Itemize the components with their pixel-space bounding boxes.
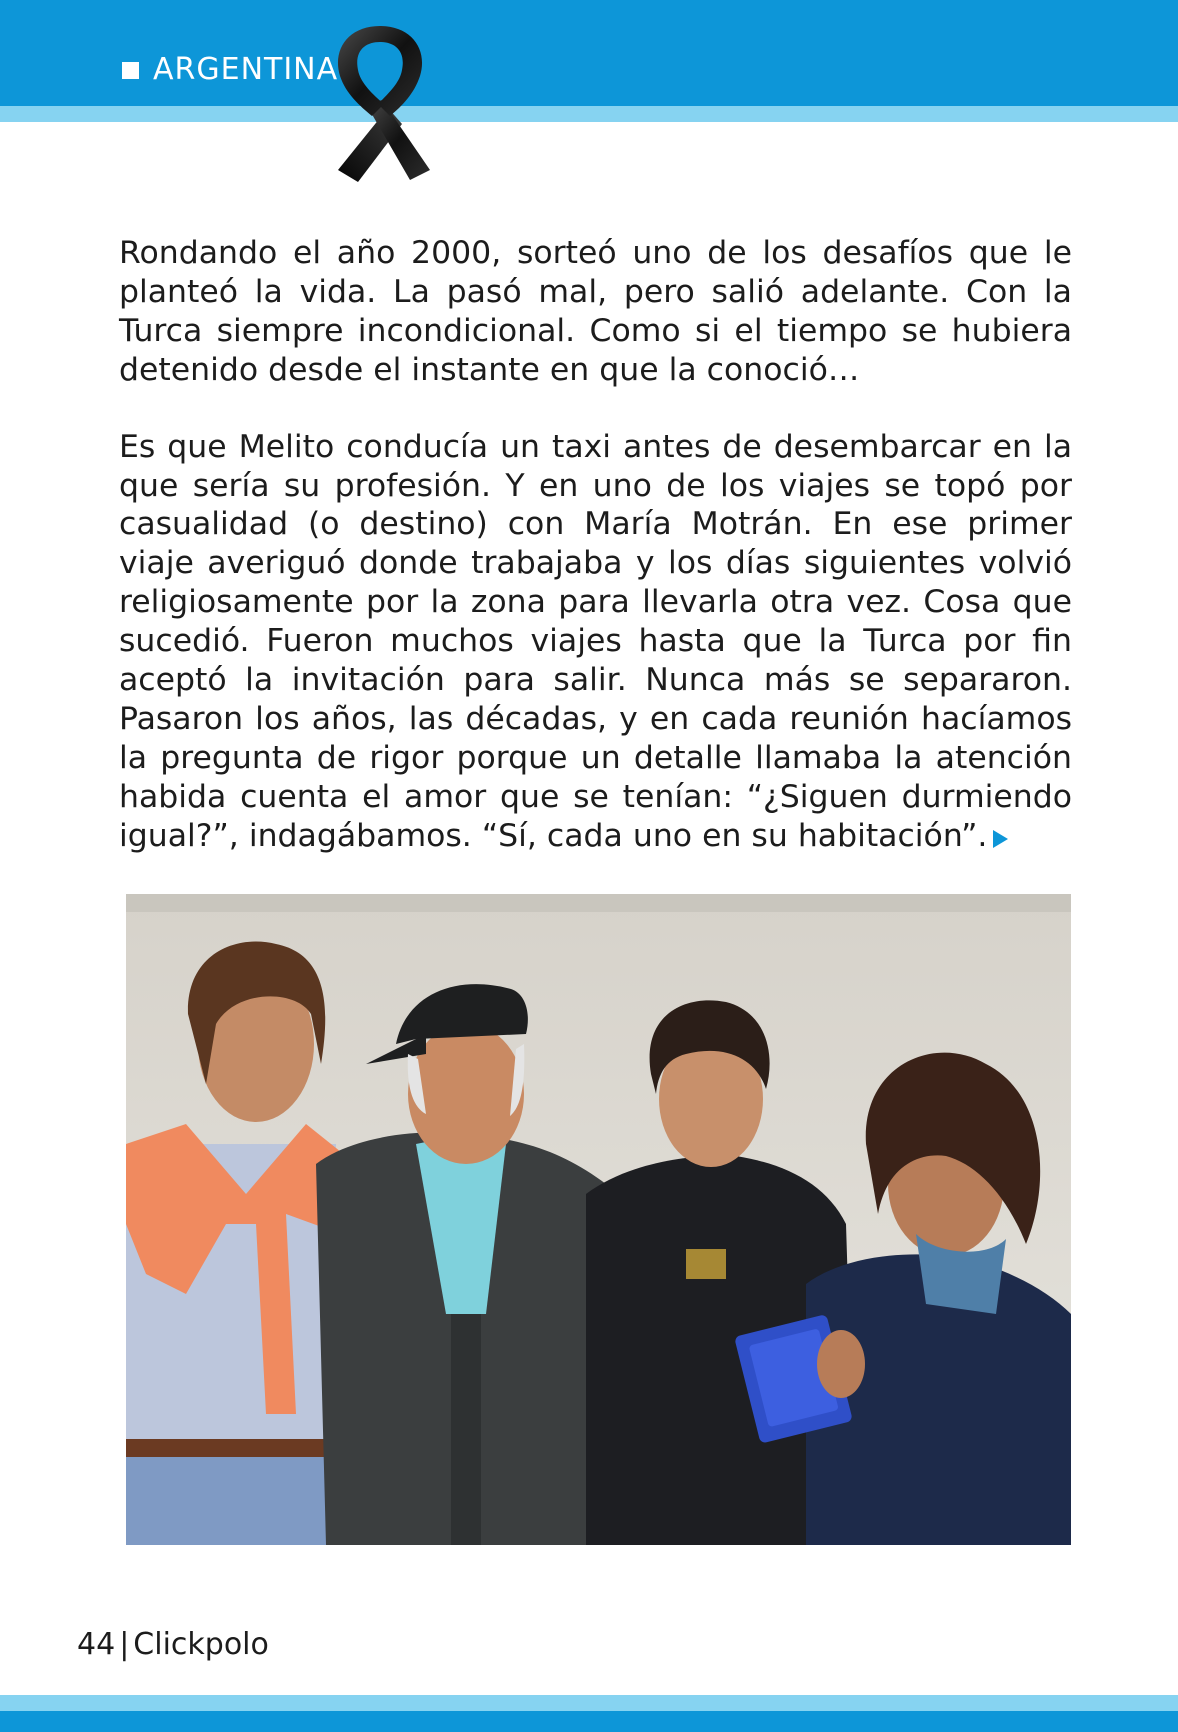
section-bullet-icon bbox=[122, 62, 139, 79]
article-paragraph-text: Es que Melito conducía un taxi antes de desembarcar en la que sería su profesión. Y en uno de los viajes se topó por casualidad (o destino) con María Motrán. En ese primer viaje averiguó donde trabajaba y los días siguientes volvió religiosamente por la zona para llevarla otra vez. Cosa que sucedió. Fueron muchos viajes hasta que la Turca por fin aceptó la invitación para salir. Nunca más se separaron. Pasaron los años, las décadas, y en cada reunión hacíamos la pregunta de rigor porque un detalle llamaba la atención habida cuenta el amor que se tenían: “¿Siguen durmiendo igual?”, indagábamos. “Sí, cada uno en su habitación”. bbox=[119, 428, 1072, 854]
footer-band bbox=[0, 1711, 1178, 1732]
publication-name: Clickpolo bbox=[133, 1627, 269, 1662]
article-body bbox=[119, 234, 1072, 856]
article-paragraph: Rondando el año 2000, sorteó uno de los desafíos que le planteó la vida. La pasó mal, pero salió adelante. Con la Turca siempre incondicional. Como si el tiempo se hubiera detenido desde el instante en que la conoció… bbox=[119, 235, 1072, 388]
article-paragraph bbox=[119, 428, 1072, 856]
group-photo-illustration bbox=[126, 894, 1071, 1545]
footer-stripe bbox=[0, 1695, 1178, 1711]
page-footer-label bbox=[77, 1627, 269, 1663]
header-stripe bbox=[0, 106, 1178, 122]
mourning-ribbon-icon bbox=[318, 20, 442, 184]
page-number: 44 bbox=[77, 1627, 116, 1662]
play-triangle-icon bbox=[993, 830, 1008, 848]
section-label: ARGENTINA bbox=[153, 52, 339, 87]
group-photo bbox=[126, 894, 1071, 1545]
footer-separator: | bbox=[119, 1627, 130, 1662]
